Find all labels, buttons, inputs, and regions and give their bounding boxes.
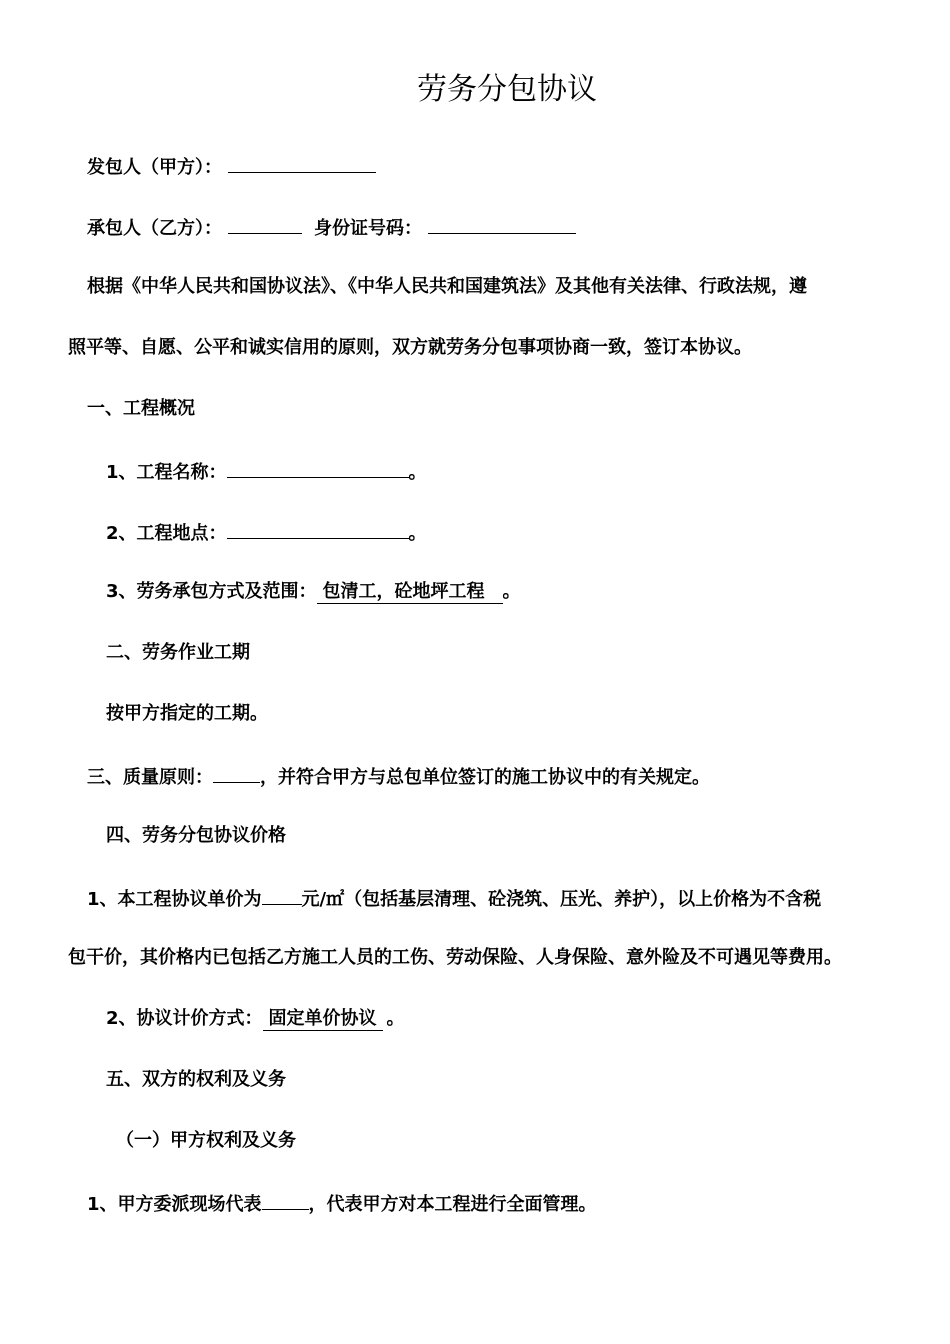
party-b-blank[interactable] <box>228 213 302 234</box>
representative-prefix: 1、甲方委派现场代表 <box>87 1194 262 1215</box>
party-b-label: 承包人（乙方）： <box>87 218 222 239</box>
period-mark: 。 <box>386 1008 405 1029</box>
party-b-line <box>87 213 576 242</box>
intro-line-2: 照平等、自愿、公平和诚实信用的原则，双方就劳务分包事项协商一致，签订本协议。 <box>68 337 752 358</box>
scope-label: 3、劳务承包方式及范围： <box>106 581 317 602</box>
project-location-line <box>106 518 427 547</box>
section-2-heading: 二、劳务作业工期 <box>106 642 250 663</box>
project-location-label: 2、工程地点： <box>106 523 227 544</box>
quality-label: 三、质量原则： <box>87 767 213 788</box>
project-name-blank[interactable] <box>227 457 409 478</box>
section-2-text: 按甲方指定的工期。 <box>106 703 268 724</box>
price-prefix: 1、本工程协议单价为 <box>87 889 262 910</box>
unit-price-blank[interactable] <box>262 884 302 905</box>
period-mark: 。 <box>408 523 427 544</box>
period-mark: 。 <box>408 462 427 483</box>
period-mark: 。 <box>502 581 521 602</box>
quality-line <box>87 762 710 791</box>
party-a-label: 发包人（甲方）： <box>87 157 222 178</box>
party-a-rights-heading: （一）甲方权利及义务 <box>116 1130 296 1151</box>
party-a-blank[interactable] <box>228 152 376 173</box>
price-suffix: 元/㎡（包括基层清理、砼浇筑、压光、养护），以上价格为不含税 <box>301 889 822 910</box>
id-number-label: 身份证号码： <box>314 218 422 239</box>
scope-value[interactable]: 包清工，砼地坪工程 <box>317 581 503 604</box>
quality-blank[interactable] <box>213 762 260 783</box>
price-line-1 <box>87 884 821 913</box>
party-a-line <box>87 152 376 181</box>
scope-line <box>106 579 521 605</box>
project-location-blank[interactable] <box>227 518 409 539</box>
price-line-2: 包干价，其价格内已包括乙方施工人员的工伤、劳动保险、人身保险、意外险及不可遇见等费用。 <box>68 947 842 968</box>
section-4-heading: 四、劳务分包协议价格 <box>106 825 286 846</box>
pricing-method-label: 2、协议计价方式： <box>106 1008 263 1029</box>
section-1-heading: 一、工程概况 <box>87 398 195 419</box>
pricing-method-line <box>106 1006 405 1032</box>
document-title: 劳务分包协议 <box>417 72 597 107</box>
id-number-blank[interactable] <box>428 213 576 234</box>
intro-line-1: 根据《中华人民共和国协议法》、《中华人民共和国建筑法》及其他有关法律、行政法规，遵 <box>87 276 807 297</box>
representative-line <box>87 1189 597 1218</box>
quality-suffix: ，并符合甲方与总包单位签订的施工协议中的有关规定。 <box>260 767 710 788</box>
representative-suffix: ，代表甲方对本工程进行全面管理。 <box>308 1194 597 1215</box>
representative-blank[interactable] <box>262 1189 309 1210</box>
project-name-label: 1、工程名称： <box>106 462 227 483</box>
section-5-heading: 五、双方的权利及义务 <box>106 1069 286 1090</box>
project-name-line <box>106 457 427 486</box>
pricing-method-value[interactable]: 固定单价协议 <box>263 1008 383 1031</box>
